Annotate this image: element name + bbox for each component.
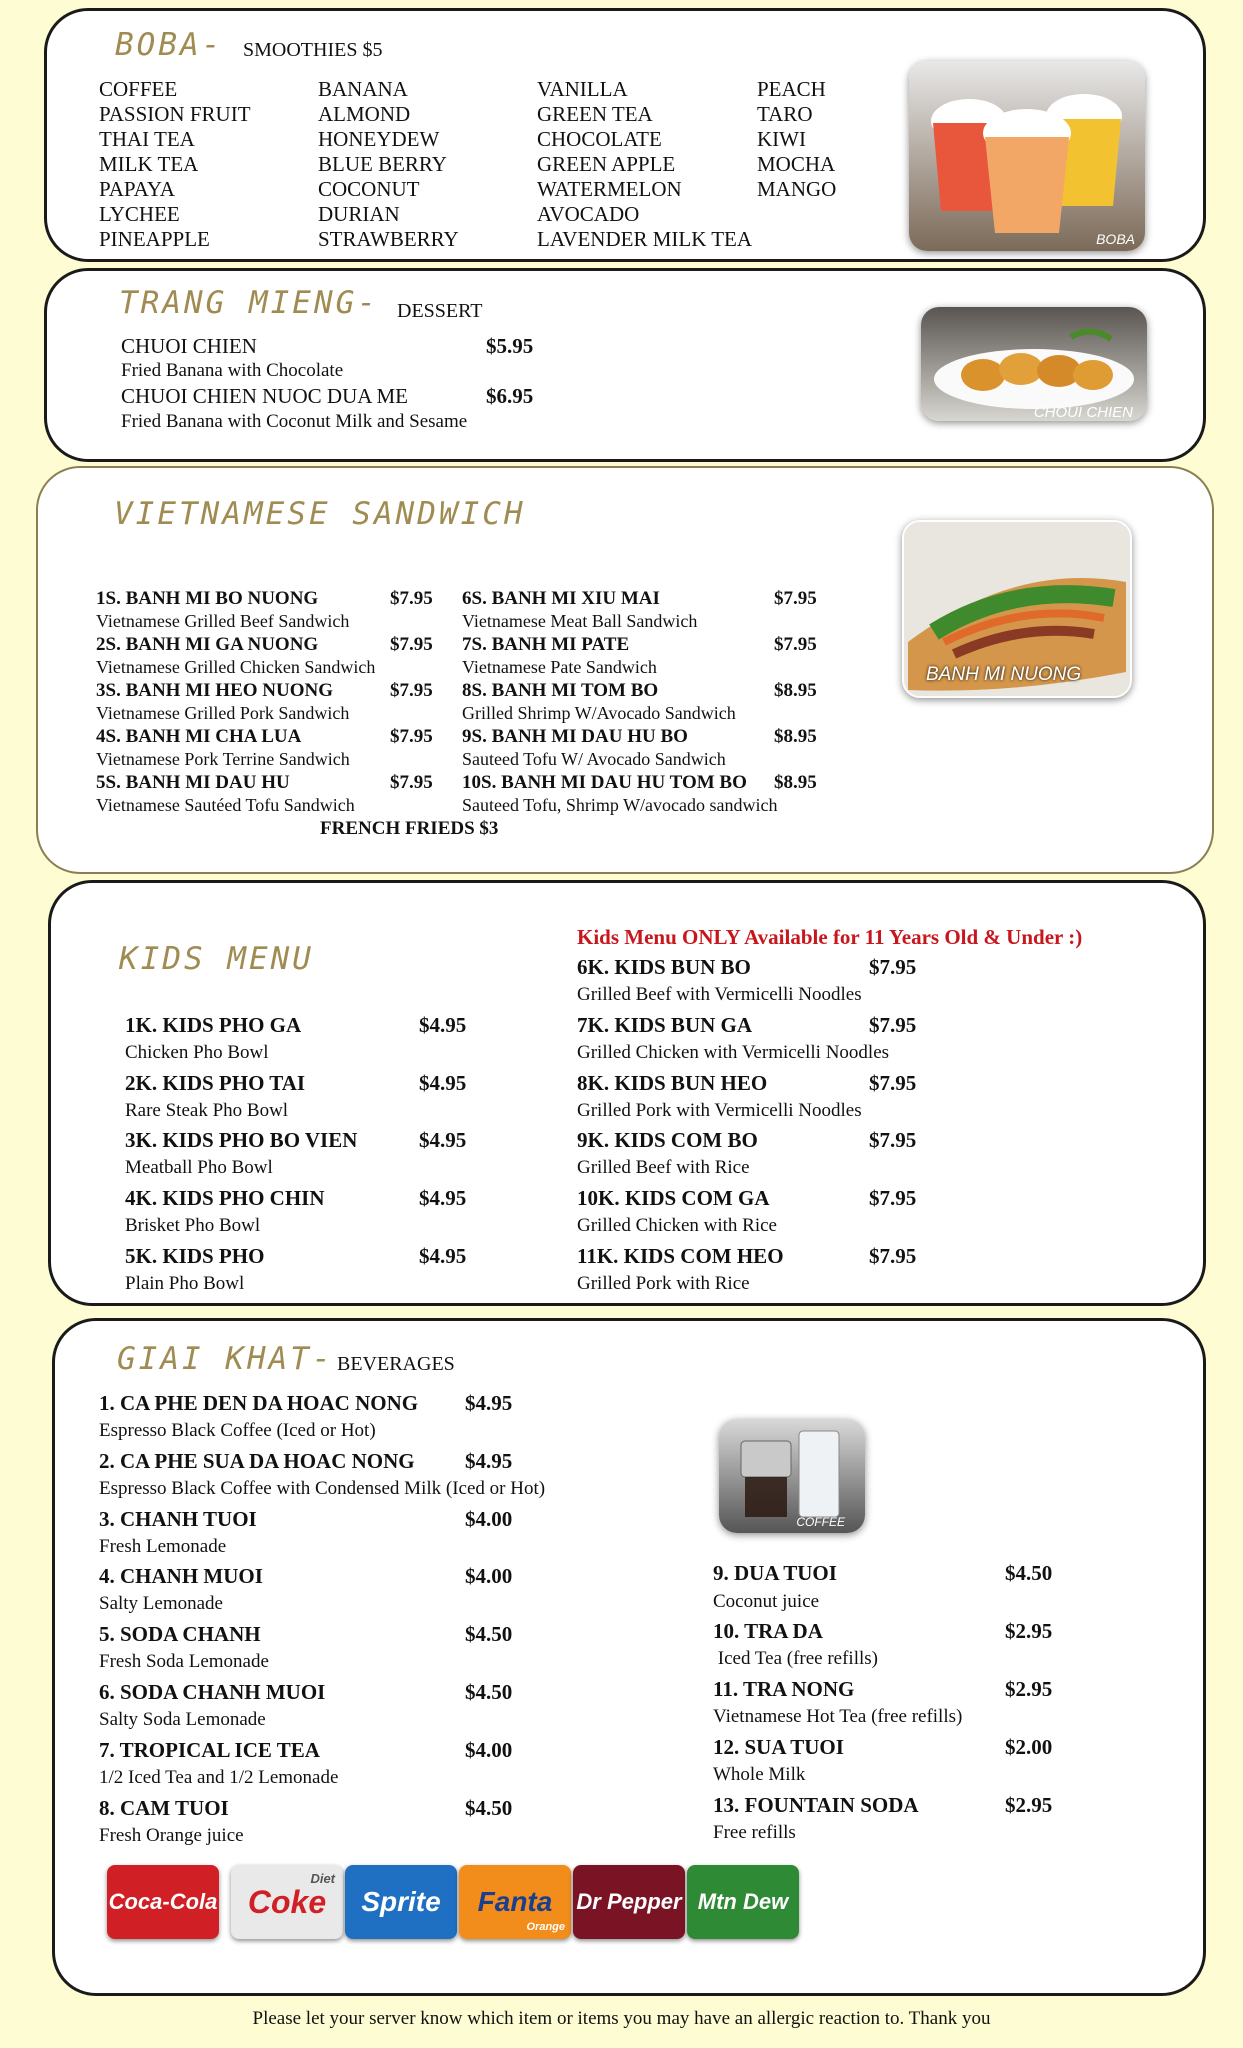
menu-item-price: $5.95 xyxy=(486,334,534,358)
menu-item-name: 12. SUA TUOI xyxy=(713,1735,844,1759)
soda-logos xyxy=(107,1865,807,1945)
menu-item-price: $8.95 xyxy=(774,680,817,701)
menu-item-name: 8S. BANH MI TOM BO xyxy=(462,680,659,701)
boba-photo-caption: BOBA xyxy=(1096,231,1135,247)
menu-item-desc: Vietnamese Meat Ball Sandwich xyxy=(462,611,698,631)
sandwich-title: VIETNAMESE SANDWICH xyxy=(114,496,526,532)
menu-item-name: 3. CHANH TUOI xyxy=(99,1507,257,1531)
coca-cola-logo-text: Coca-Cola xyxy=(108,1889,218,1914)
coca-cola-logo xyxy=(107,1865,219,1939)
diet-coke-logo xyxy=(231,1865,343,1939)
kids-notice: Kids Menu ONLY Available for 11 Years Old & Under :) xyxy=(577,925,1083,949)
list-item: WATERMELON xyxy=(537,177,682,201)
list-item: BLUE BERRY xyxy=(318,152,447,176)
menu-item-name: 1. CA PHE DEN DA HOAC NONG xyxy=(99,1391,419,1415)
sandwich-photo-caption: BANH MI NUONG xyxy=(926,664,1082,685)
menu-item-desc: Vietnamese Hot Tea (free refills) xyxy=(713,1706,963,1727)
menu-item-name: 13. FOUNTAIN SODA xyxy=(713,1793,919,1817)
menu-item-name: 8. CAM TUOI xyxy=(99,1796,229,1820)
menu-item-name: 6. SODA CHANH MUOI xyxy=(99,1680,326,1704)
menu-item-price: $4.50 xyxy=(465,1680,513,1704)
menu-item-desc: Grilled Chicken with Rice xyxy=(577,1215,777,1236)
list-item: COFFEE xyxy=(99,77,178,101)
menu-item-name: 10S. BANH MI DAU HU TOM BO xyxy=(462,772,747,793)
mountain-dew-logo-text: Mtn Dew xyxy=(697,1889,789,1914)
beverages-title: GIAI KHAT- xyxy=(117,1341,334,1377)
list-item: GREEN TEA xyxy=(537,102,653,126)
menu-item-name: CHUOI CHIEN xyxy=(121,334,257,358)
menu-item-desc: Rare Steak Pho Bowl xyxy=(125,1100,289,1121)
menu-item-desc: Brisket Pho Bowl xyxy=(125,1215,261,1236)
menu-item-price: $7.95 xyxy=(869,955,917,979)
menu-item-price: $7.95 xyxy=(869,1186,917,1210)
list-item: STRAWBERRY xyxy=(318,227,459,251)
menu-item-desc: Salty Soda Lemonade xyxy=(99,1709,266,1730)
menu-item-desc: Fresh Soda Lemonade xyxy=(99,1651,269,1672)
menu-item-price: $7.95 xyxy=(390,588,433,609)
menu-item-name: 10K. KIDS COM GA xyxy=(577,1186,770,1210)
boba-col-3 xyxy=(537,77,752,252)
list-item: KIWI xyxy=(757,127,806,151)
boba-col-2 xyxy=(318,77,459,252)
menu-item-desc: Grilled Beef with Vermicelli Noodles xyxy=(577,984,862,1005)
menu-item-desc: Salty Lemonade xyxy=(99,1593,223,1614)
fanta-logo-small: Orange xyxy=(526,1921,565,1933)
menu-item-name: 9. DUA TUOI xyxy=(713,1561,837,1585)
menu-item-desc: Grilled Chicken with Vermicelli Noodles xyxy=(577,1042,890,1063)
boba-col-4 xyxy=(757,77,836,202)
list-item: TARO xyxy=(757,102,813,126)
menu-item-desc: Espresso Black Coffee (Iced or Hot) xyxy=(99,1420,376,1441)
menu-item-name: 5K. KIDS PHO xyxy=(125,1244,265,1268)
menu-item-name: 9S. BANH MI DAU HU BO xyxy=(462,726,688,747)
menu-item-desc: Iced Tea (free refills) xyxy=(713,1648,878,1669)
menu-item-desc: Chicken Pho Bowl xyxy=(125,1042,269,1063)
menu-item-price: $4.00 xyxy=(465,1564,513,1588)
menu-item-name: 1K. KIDS PHO GA xyxy=(125,1013,302,1037)
sprite-logo-text: Sprite xyxy=(361,1886,441,1917)
menu-item-name: 8K. KIDS BUN HEO xyxy=(577,1071,768,1095)
menu-item-desc: Grilled Beef with Rice xyxy=(577,1157,750,1178)
menu-item-price: $4.95 xyxy=(419,1186,467,1210)
sprite-logo xyxy=(345,1865,457,1939)
kids-section xyxy=(48,880,1206,1306)
menu-item-price: $7.95 xyxy=(774,588,817,609)
menu-item-price: $2.95 xyxy=(1005,1677,1053,1701)
menu-item-name: 10. TRA DA xyxy=(713,1619,823,1643)
beverages-section xyxy=(52,1318,1206,1996)
boba-cups-image xyxy=(909,61,1145,251)
list-item: CHOCOLATE xyxy=(537,127,662,151)
menu-item-desc: Vietnamese Pork Terrine Sandwich xyxy=(96,749,350,769)
menu-item-name: 4S. BANH MI CHA LUA xyxy=(96,726,302,747)
menu-item-price: $4.00 xyxy=(465,1507,513,1531)
menu-item-name: 7S. BANH MI PATE xyxy=(462,634,630,655)
menu-item-price: $4.50 xyxy=(465,1622,513,1646)
menu-item-price: $2.95 xyxy=(1005,1793,1053,1817)
menu-item-price: $8.95 xyxy=(774,772,817,793)
dessert-section xyxy=(44,268,1206,462)
beverages-subtitle: BEVERAGES xyxy=(337,1353,455,1375)
dessert-photo xyxy=(921,307,1147,421)
menu-item-price: $7.95 xyxy=(869,1013,917,1037)
menu-item-price: $7.95 xyxy=(390,772,433,793)
menu-item-name: CHUOI CHIEN NUOC DUA ME xyxy=(121,384,408,408)
boba-col-1 xyxy=(99,77,251,252)
allergy-footer: Please let your server know which item or items you may have an allergic reaction to. Thank you xyxy=(252,2008,991,2029)
dessert-subtitle: DESSERT xyxy=(397,300,483,322)
dr-pepper-logo xyxy=(573,1865,685,1939)
list-item: LAVENDER MILK TEA xyxy=(537,227,753,251)
dr-pepper-logo-text: Dr Pepper xyxy=(576,1889,682,1914)
menu-item-price: $4.50 xyxy=(1005,1561,1053,1585)
menu-item-desc: Vietnamese Grilled Chicken Sandwich xyxy=(96,657,376,677)
list-item: MANGO xyxy=(757,177,837,201)
menu-item-price: $7.95 xyxy=(869,1244,917,1268)
list-item: ALMOND xyxy=(318,102,411,126)
boba-subtitle: SMOOTHIES $5 xyxy=(243,39,383,61)
diet-coke-logo-small: Diet xyxy=(310,1871,335,1886)
menu-item-name: 11. TRA NONG xyxy=(713,1677,855,1701)
mountain-dew-logo xyxy=(687,1865,799,1939)
list-item: BANANA xyxy=(318,77,408,101)
list-item: VANILLA xyxy=(537,77,628,101)
diet-coke-logo-text: Coke xyxy=(247,1883,327,1920)
menu-item-price: $4.95 xyxy=(419,1071,467,1095)
menu-item-name: 2. CA PHE SUA DA HOAC NONG xyxy=(99,1449,415,1473)
fanta-logo-text: Fanta xyxy=(477,1886,553,1917)
menu-item-price: $4.95 xyxy=(465,1449,513,1473)
menu-item-price: $4.95 xyxy=(419,1128,467,1152)
menu-item-desc: Fresh Lemonade xyxy=(99,1536,227,1557)
menu-item-price: $6.95 xyxy=(486,384,534,408)
menu-item-desc: Vietnamese Pate Sandwich xyxy=(462,657,657,677)
menu-item-name: 9K. KIDS COM BO xyxy=(577,1128,758,1152)
boba-photo xyxy=(909,61,1145,251)
menu-item-desc: Grilled Shrimp W/Avocado Sandwich xyxy=(462,703,736,723)
menu-item-desc: Meatball Pho Bowl xyxy=(125,1157,273,1178)
menu-item-price: $2.95 xyxy=(1005,1619,1053,1643)
menu-item-name: 4K. KIDS PHO CHIN xyxy=(125,1186,325,1210)
menu-item-name: 6K. KIDS BUN BO xyxy=(577,955,751,979)
menu-item-name: 2K. KIDS PHO TAI xyxy=(125,1071,306,1095)
list-item: COCONUT xyxy=(318,177,420,201)
menu-item-desc: 1/2 Iced Tea and 1/2 Lemonade xyxy=(99,1767,339,1788)
dessert-title: TRANG MIENG- xyxy=(119,285,379,321)
coffee-photo-caption: COFFEE xyxy=(796,1515,845,1529)
menu-item-desc: Whole Milk xyxy=(713,1764,806,1785)
menu-item-name: 3K. KIDS PHO BO VIEN xyxy=(125,1128,358,1152)
sandwich-section xyxy=(36,466,1214,874)
menu-item-desc: Coconut juice xyxy=(713,1591,820,1612)
kids-title: KIDS MENU xyxy=(119,941,314,977)
menu-item-name: 6S. BANH MI XIU MAI xyxy=(462,588,660,609)
menu-item-price: $4.95 xyxy=(419,1013,467,1037)
dessert-photo-caption: CHOUI CHIEN xyxy=(1033,404,1133,421)
boba-section xyxy=(44,8,1206,262)
menu-item-desc: Grilled Pork with Rice xyxy=(577,1273,750,1294)
menu-item-price: $7.95 xyxy=(390,634,433,655)
list-item: HONEYDEW xyxy=(318,127,440,151)
list-item: PINEAPPLE xyxy=(99,227,210,251)
menu-item-name: 5S. BANH MI DAU HU xyxy=(96,772,290,793)
menu-item-desc: Plain Pho Bowl xyxy=(125,1273,245,1294)
boba-title: BOBA- xyxy=(115,27,224,63)
menu-item-desc: Sauteed Tofu W/ Avocado Sandwich xyxy=(462,749,726,769)
list-item: PEACH xyxy=(757,77,826,101)
menu-item-desc: Espresso Black Coffee with Condensed Milk (Iced or Hot) xyxy=(99,1478,546,1499)
list-item: LYCHEE xyxy=(99,202,180,226)
menu-item-price: $7.95 xyxy=(774,634,817,655)
menu-item-name: 4. CHANH MUOI xyxy=(99,1564,263,1588)
menu-item-name: 2S. BANH MI GA NUONG xyxy=(96,634,319,655)
menu-item-price: $4.50 xyxy=(465,1796,513,1820)
list-item: MILK TEA xyxy=(99,152,199,176)
list-item: AVOCADO xyxy=(537,202,640,226)
list-item: PASSION FRUIT xyxy=(99,102,251,126)
list-item: PAPAYA xyxy=(99,177,175,201)
french-fries-item: FRENCH FRIEDS $3 xyxy=(320,818,499,839)
menu-item-desc: Free refills xyxy=(713,1822,796,1843)
menu-item-desc: Vietnamese Grilled Beef Sandwich xyxy=(96,611,350,631)
list-item: GREEN APPLE xyxy=(537,152,676,176)
menu-item-name: 7K. KIDS BUN GA xyxy=(577,1013,753,1037)
menu-item-desc: Vietnamese Sautéed Tofu Sandwich xyxy=(96,795,355,815)
menu-item-name: 5. SODA CHANH xyxy=(99,1622,261,1646)
menu-item-price: $2.00 xyxy=(1005,1735,1053,1759)
menu-item-price: $4.00 xyxy=(465,1738,513,1762)
menu-item-price: $7.95 xyxy=(390,680,433,701)
coffee-photo xyxy=(719,1419,865,1533)
menu-item-desc: Vietnamese Grilled Pork Sandwich xyxy=(96,703,350,723)
fanta-logo xyxy=(459,1865,571,1939)
menu-item-name: 7. TROPICAL ICE TEA xyxy=(99,1738,320,1762)
menu-item-price: $7.95 xyxy=(390,726,433,747)
list-item: MOCHA xyxy=(757,152,836,176)
menu-item-desc: Sauteed Tofu, Shrimp W/avocado sandwich xyxy=(462,795,778,815)
menu-item-price: $4.95 xyxy=(465,1391,513,1415)
menu-item-desc: Fried Banana with Chocolate xyxy=(121,360,344,381)
sandwich-photo xyxy=(902,520,1132,698)
menu-item-desc: Grilled Pork with Vermicelli Noodles xyxy=(577,1100,862,1121)
menu-item-desc: Fresh Orange juice xyxy=(99,1825,244,1846)
menu-item-name: 1S. BANH MI BO NUONG xyxy=(96,588,319,609)
menu-item-price: $7.95 xyxy=(869,1128,917,1152)
menu-item-price: $7.95 xyxy=(869,1071,917,1095)
menu-item-price: $4.95 xyxy=(419,1244,467,1268)
menu-item-desc: Fried Banana with Coconut Milk and Sesame xyxy=(121,411,468,432)
menu-item-price: $8.95 xyxy=(774,726,817,747)
list-item: DURIAN xyxy=(318,202,400,226)
menu-item-name: 3S. BANH MI HEO NUONG xyxy=(96,680,333,701)
list-item: THAI TEA xyxy=(99,127,195,151)
menu-item-name: 11K. KIDS COM HEO xyxy=(577,1244,784,1268)
